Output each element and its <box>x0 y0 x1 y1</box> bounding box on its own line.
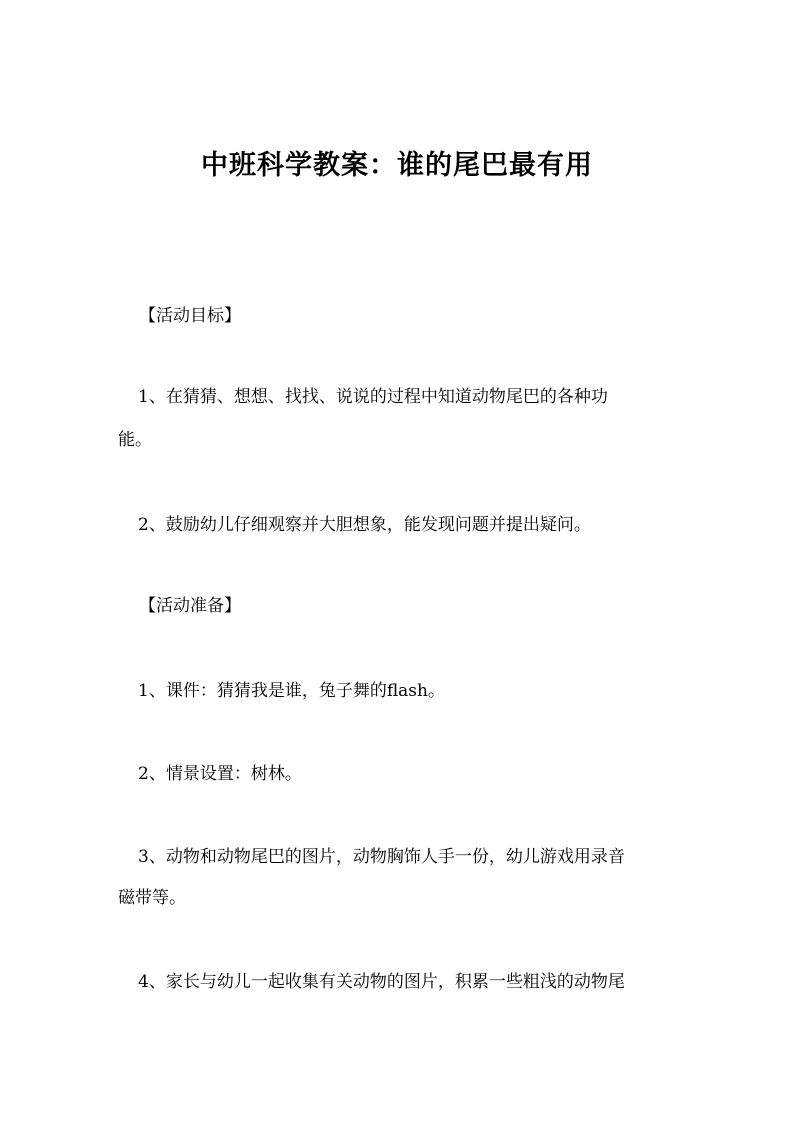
prep-item-3-line-2: 磁带等。 <box>118 888 186 908</box>
goal-item-2: 2、鼓励幼儿仔细观察并大胆想象，能发现问题并提出疑问。 <box>138 515 591 535</box>
goal-item-1-line-1: 1、在猜猜、想想、找找、说说的过程中知道动物尾巴的各种功 <box>138 387 608 407</box>
prep-item-1: 1、课件：猜猜我是谁，兔子舞的flash。 <box>138 681 445 701</box>
goal-item-1-line-2: 能。 <box>118 430 152 450</box>
prep-item-3-line-1: 3、动物和动物尾巴的图片，动物胸饰人手一份，幼儿游戏用录音 <box>138 847 625 867</box>
section-heading-preparation: 【活动准备】 <box>139 596 241 616</box>
prep-item-4-line-1: 4、家长与幼儿一起收集有关动物的图片，积累一些粗浅的动物尾 <box>138 972 625 992</box>
section-heading-goals: 【活动目标】 <box>139 306 241 326</box>
document-title: 中班科学教案：谁的尾巴最有用 <box>201 150 593 181</box>
prep-item-2: 2、情景设置：树林。 <box>138 764 302 784</box>
